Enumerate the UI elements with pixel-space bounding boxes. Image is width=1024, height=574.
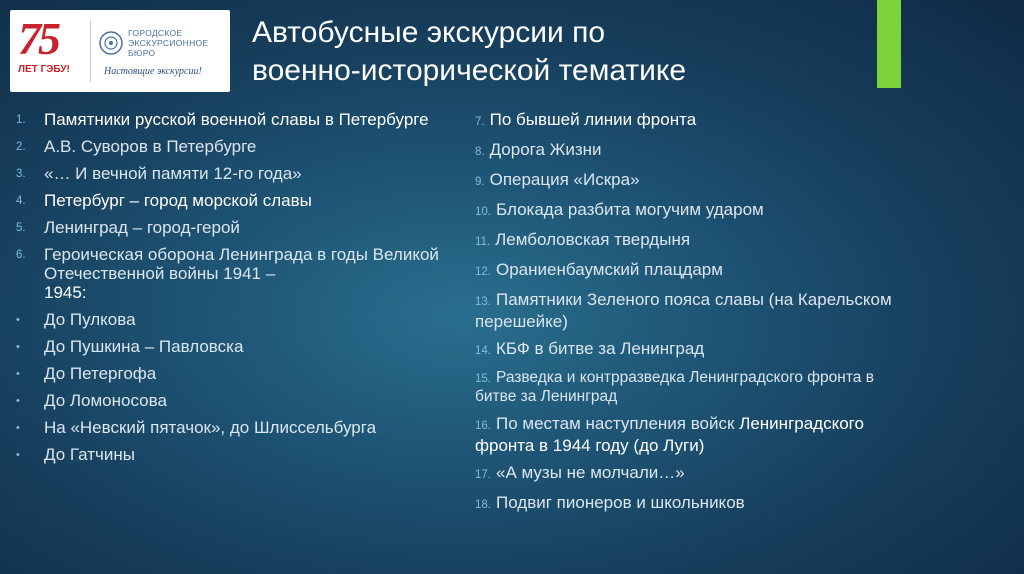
list-item [16,445,456,464]
anniversary-75-badge [16,13,86,86]
list-item-text [475,230,690,252]
logo [10,10,230,92]
slide-title-line: Автобусные экскурсии по [252,16,606,49]
list-item-text-part: КБФ в битве за Ленинград [496,339,705,358]
list-number: 1. [16,114,26,126]
list-item [475,170,915,192]
list-number: 13. [475,296,491,308]
bullet-icon: • [16,368,20,380]
right-list [475,110,915,523]
bullet-icon: • [16,395,20,407]
list-item-text-part: Блокада разбита могучим ударом [496,200,764,219]
list-item [16,418,456,437]
list-number: 17. [475,469,491,481]
list-item-text: А.В. Суворов в Петербурге [44,137,257,156]
list-item-text-part: По местам наступления войск [496,414,735,433]
anniversary-label: ЛЕТ ГЭБУ! [18,64,70,75]
list-number: 2. [16,141,26,153]
list-item [16,337,456,356]
bureau-name-line: БЮРО [128,48,156,58]
list-item [475,290,915,331]
list-item-text-part: Операция «Искра» [489,170,640,189]
list-item [475,339,915,361]
list-item [475,414,915,455]
list-item-text-part: Разведка и контрразведка Ленинградского фронта в битве за Ленинград [475,369,874,405]
list-item-text [475,140,602,162]
accent-bar [877,0,901,88]
bureau-emblem-icon [98,30,124,56]
list-number: 16. [475,420,491,432]
list-item-text: До Пулкова [44,310,136,329]
bureau-name-line: ГОРОДСКОЕ [128,28,183,38]
list-item-text [475,493,745,515]
list-number: 4. [16,195,26,207]
list-item [16,310,456,329]
list-item-text-part: Дорога Жизни [489,140,602,159]
list-number: 7. [475,116,485,128]
list-number: 3. [16,168,26,180]
list-number: 11. [475,236,491,248]
list-item [475,493,915,515]
list-item [16,110,456,129]
list-item-text [475,200,764,222]
list-item-text [475,369,915,406]
list-number: 9. [475,176,485,188]
list-item [475,463,915,485]
list-item [16,191,456,210]
list-item-text-part: 1945: [44,283,87,302]
list-item [475,110,915,132]
anniversary-number: 75 [18,13,58,64]
list-number: 12. [475,266,491,278]
list-item-text-part: Ораниенбаумский плацдарм [496,260,723,279]
list-item [16,245,456,302]
list-item-text-part: «А музы не молчали…» [496,463,685,482]
bullet-icon: • [16,314,20,326]
slide-title [252,14,852,90]
list-number: 15. [475,373,491,385]
list-item [16,137,456,156]
list-item-text [475,339,704,361]
list-item-text [44,245,456,302]
logo-slogan: Настоящие экскурсии! [104,66,202,77]
list-number: 6. [16,249,26,261]
list-item-text-part: По бывшей линии фронта [489,110,697,129]
list-item [475,369,915,406]
list-number: 18. [475,499,491,511]
list-item-text [475,290,915,331]
left-list [16,110,456,472]
list-item-text: До Гатчины [44,445,135,464]
list-item-text-part: Героическая оборона Ленинграда в годы Великой Отечественной войны 1941 – [44,245,439,283]
list-item-text: До Петергофа [44,364,157,383]
list-item-text: Памятники русской военной славы в Петербурге [44,110,429,129]
list-item-text: До Пушкина – Павловска [44,337,244,356]
list-item [475,140,915,162]
list-item-text [475,260,723,282]
list-item-text [475,463,685,485]
list-item [475,260,915,282]
list-item [16,164,456,183]
list-item-text [475,414,915,455]
list-item-text [475,110,696,132]
slide-title-line: военно-исторической тематике [252,54,687,87]
bureau-name [128,28,208,58]
logo-divider [90,20,91,82]
list-item [16,218,456,237]
list-item-text: Петербург – город морской славы [44,191,312,210]
list-number: 14. [475,345,491,357]
list-item [475,200,915,222]
list-item [16,391,456,410]
bullet-icon: • [16,422,20,434]
bullet-icon: • [16,341,20,353]
bullet-icon: • [16,449,20,461]
list-item-text-part: Ленинградского фронта в 1944 году (до Луги) [475,414,864,455]
list-item-text-part: Памятники Зеленого пояса славы (на Карельском перешейке) [475,290,892,331]
list-item-text-part: Лемболовская твердыня [495,230,691,249]
list-item-text: Ленинград – город-герой [44,218,240,237]
list-item-text [475,170,640,192]
list-item [475,230,915,252]
list-item-text: На «Невский пятачок», до Шлиссельбурга [44,418,377,437]
list-item [16,364,456,383]
list-item-text-part: Подвиг пионеров и школьников [496,493,745,512]
bureau-name-line: ЭКСКУРСИОННОЕ [128,38,209,48]
list-item-text: «… И вечной памяти 12-го года» [44,164,302,183]
list-number: 8. [475,146,485,158]
list-item-text: До Ломоносова [44,391,167,410]
list-number: 5. [16,222,26,234]
list-number: 10. [475,206,491,218]
